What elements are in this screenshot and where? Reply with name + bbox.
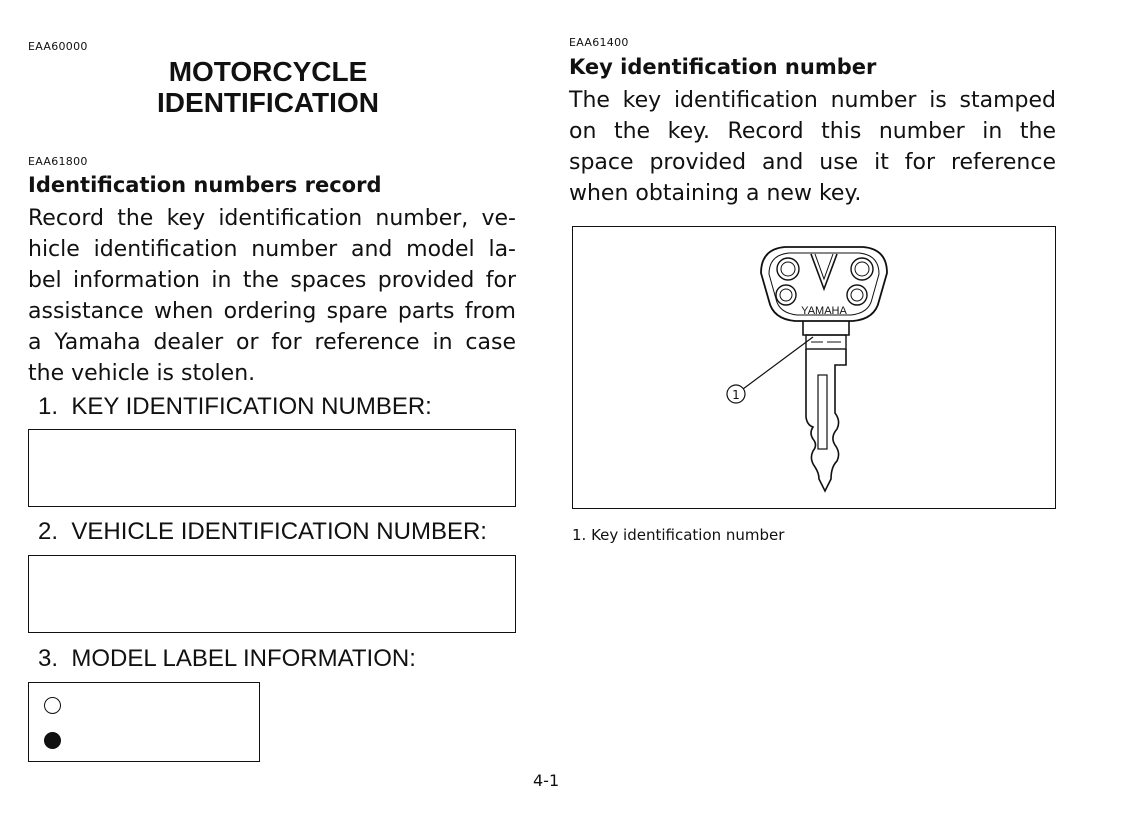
key-id-field[interactable]	[28, 429, 516, 507]
item-number: 2.	[38, 518, 59, 545]
key-brand-text: YAMAHA	[801, 305, 847, 317]
paragraph-line: a Yamaha dealer or for reference in case	[28, 330, 516, 355]
paragraph-line: when obtaining a new key.	[569, 181, 862, 206]
paragraph-line: hicle identification number and model la-	[28, 237, 516, 262]
paragraph-line: Record the key identification number, ve-	[28, 206, 516, 231]
open-circle-icon	[44, 697, 61, 714]
section-heading: Key identification number	[569, 55, 877, 79]
key-illustration	[573, 227, 1054, 507]
vehicle-id-label	[38, 518, 487, 546]
item-label: MODEL LABEL INFORMATION:	[71, 645, 416, 672]
key-id-label	[38, 393, 432, 421]
paragraph-line: space provided and use it for reference	[569, 150, 1056, 175]
intro-paragraph	[28, 203, 516, 389]
paragraph-line: assistance when ordering spare parts from	[28, 299, 516, 324]
figure-caption: 1. Key identification number	[572, 526, 785, 544]
section-code: EAA60000	[28, 40, 88, 53]
page-title-line-1: MOTORCYCLE	[168, 56, 368, 87]
page-title-line-2: IDENTIFICATION	[157, 87, 379, 118]
key-figure	[572, 226, 1056, 509]
section-heading: Identification numbers record	[28, 173, 382, 197]
item-number: 1.	[38, 393, 59, 420]
callout-number: 1	[732, 388, 740, 402]
section-code: EAA61400	[569, 36, 629, 49]
paragraph-line: the vehicle is stolen.	[28, 361, 256, 386]
paragraph-line: on the key. Record this number in the	[569, 119, 1056, 144]
paragraph-line: bel information in the spaces provided for	[28, 268, 516, 293]
page-title	[98, 56, 438, 118]
model-label-field[interactable]	[28, 682, 260, 762]
filled-circle-icon	[44, 732, 61, 749]
model-label-label	[38, 645, 416, 673]
subsection-code: EAA61800	[28, 155, 88, 168]
paragraph-line: The key identification number is stamped	[569, 88, 1056, 113]
page-number: 4-1	[533, 771, 560, 790]
item-label: VEHICLE IDENTIFICATION NUMBER:	[71, 518, 487, 545]
item-label: KEY IDENTIFICATION NUMBER:	[71, 393, 432, 420]
key-paragraph	[569, 85, 1056, 209]
vehicle-id-field[interactable]	[28, 555, 516, 633]
item-number: 3.	[38, 645, 59, 672]
